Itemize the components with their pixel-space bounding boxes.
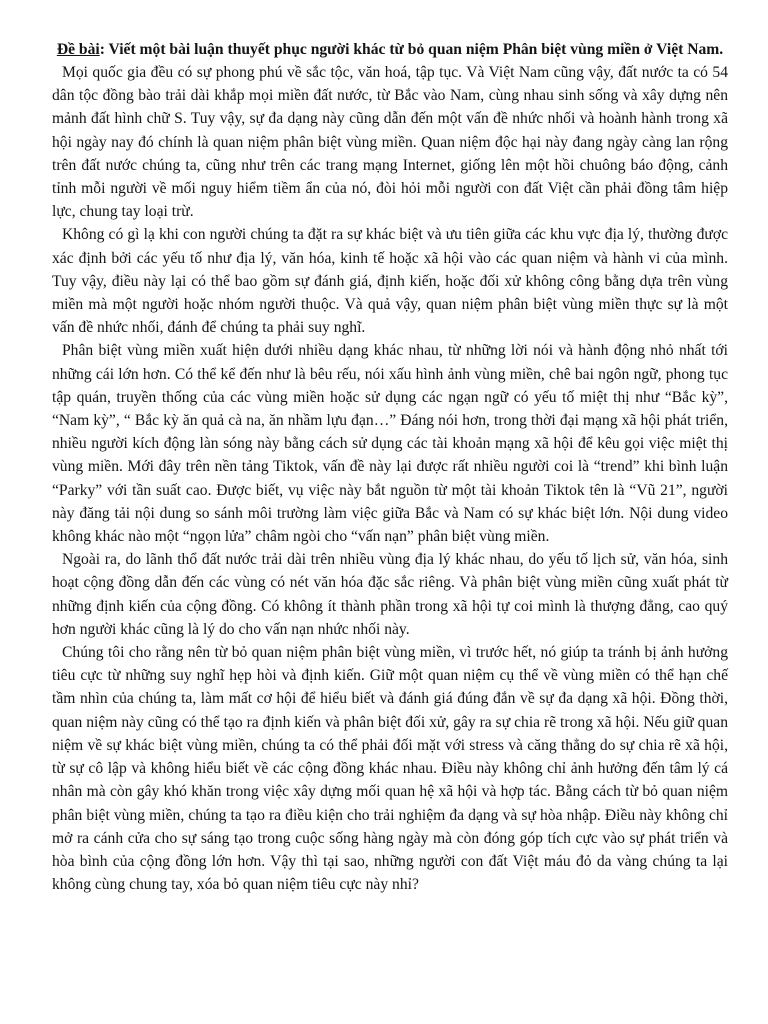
paragraph-4: Ngoài ra, do lãnh thổ đất nước trải dài trên nhiều vùng địa lý khác nhau, do yếu tố lịch sử, văn hóa, sinh hoạt cộng đồng dẫn đến các vùng có nét văn hóa đặc sắc riêng. Và phân biệt vùng miền cũng xuất phát từ những định kiến của cộng đồng. Có không ít thành phần trong xã hội tự coi mình là thượng đẳng, cao quý hơn người khác cũng là lý do cho vấn nạn nhức nhối này. [52,551,728,638]
paragraph-3: Phân biệt vùng miền xuất hiện dưới nhiều dạng khác nhau, từ những lời nói và hành động nhỏ nhất tới những cái lớn hơn. Có thể kể đến như là bêu rếu, nói xấu hình ảnh vùng miền, chê bai ngôn ngữ, phong tục tập quán, truyền thống của các vùng miền hoặc sử dụng các ngạn ngữ có yếu tố miệt thị như “Bắc kỳ”, “Nam kỳ”, “ Bắc kỳ ăn quả cà na, ăn nhầm lựu đạn…” Đáng nói hơn, trong thời đại mạng xã hội phát triển, nhiều người kích động làn sóng này bằng cách sử dụng các tài khoản mạng xã hội để kêu gọi việc miệt thị vùng miền. Mới đây trên nền tảng Tiktok, vấn đề này lại được rất nhiều người coi là “trend” khi bình luận “Parky” với tần suất cao. Được biết, vụ việc này bắt nguồn từ một tài khoản Tiktok tên là “Vũ 21”, người này đăng tải nội dung so sánh môi trường làm việc giữa Bắc và Nam có sự khác biệt lớn. Nội dung video không khác nào một “ngọn lửa” châm ngòi cho “vấn nạn” phân biệt vùng miền. [52,342,728,546]
heading-label: Đề bài [56,41,100,58]
paragraph-5: Chúng tôi cho rằng nên từ bỏ quan niệm phân biệt vùng miền, vì trước hết, nó giúp ta tránh bị ảnh hưởng tiêu cực từ những suy nghĩ hẹp hòi và định kiến. Giữ một quan niệm cụ thể về vùng miền có thể hạn chế tầm nhìn của chúng ta, làm mất cơ hội để hiểu biết và đánh giá đúng đắn về sự đa dạng xã hội. Đồng thời, quan niệm này cũng có thể tạo ra định kiến và phân biệt đối xử, gây ra sự chia rẽ trong xã hội. Nếu giữ quan niệm về sự khác biệt vùng miền, chúng ta có thể phải đối mặt với stress và căng thẳng do sự chia rẽ xã hội, từ sự cô lập và không hiểu biết về các cộng đồng khác nhau. Điều này không chỉ ảnh hưởng đến tâm lý cá nhân mà còn gây khó khăn trong việc xây dựng mối quan hệ xã hội và hợp tác. Bằng cách từ bỏ quan niệm phân biệt vùng miền, chúng ta tạo ra điều kiện cho trải nghiệm đa dạng và sự hòa nhập. Điều này không chỉ mở ra cánh cửa cho sự sáng tạo trong cuộc sống hàng ngày mà còn đóng góp tích cực vào sự phát triển và hòa bình của cộng đồng lớn hơn. Vậy thì tại sao, những người con đất Việt máu đỏ da vàng chúng ta lại không cùng chung tay, xóa bỏ quan niệm tiêu cực này nhỉ? [52,644,728,894]
paragraph-1: Mọi quốc gia đều có sự phong phú về sắc tộc, văn hoá, tập tục. Và Việt Nam cũng vậy, đất nước ta có 54 dân tộc đồng bào trải dài khắp mọi miền đất nước, từ Bắc vào Nam, cùng nhau sinh sống và xây dựng nên mảnh đất hình chữ S. Tuy vậy, sự đa dạng này cũng dẫn đến một vấn đề nhức nhối và hoành hành trong xã hội ngày nay đó chính là quan niệm phân biệt vùng miền. Quan niệm độc hại này đang ngày càng lan rộng trên đất nước chúng ta, cũng như trên các trang mạng Internet, giống lên một hồi chuông báo động, cảnh tỉnh mỗi người về mối nguy hiểm tiềm ẩn của nó, đòi hỏi mỗi người con đất Việt cần phải đồng tâm hiệp lực, chung tay loại trừ. [52,64,728,221]
paragraph-2: Không có gì lạ khi con người chúng ta đặt ra sự khác biệt và ưu tiên giữa các khu vực địa lý, thường được xác định bởi các yếu tố như địa lý, văn hóa, kinh tế hoặc xã hội vào các quan niệm và hành vi của mình. Tuy vậy, điều này lại có thể bao gồm sự đánh giá, định kiến, hoặc đối xử không công bằng dựa trên vùng miền mà một người hoặc nhóm người thuộc. Và quả vậy, quan niệm phân biệt vùng miền thực sự là một vấn đề nhức nhối, đánh để chúng ta phải suy nghĩ. [52,226,728,337]
assignment-heading [52,38,728,61]
heading-text: : Viết một bài luận thuyết phục người khác từ bỏ quan niệm Phân biệt vùng miền ở Việt Nam. [99,41,724,58]
essay-body [52,61,728,896]
